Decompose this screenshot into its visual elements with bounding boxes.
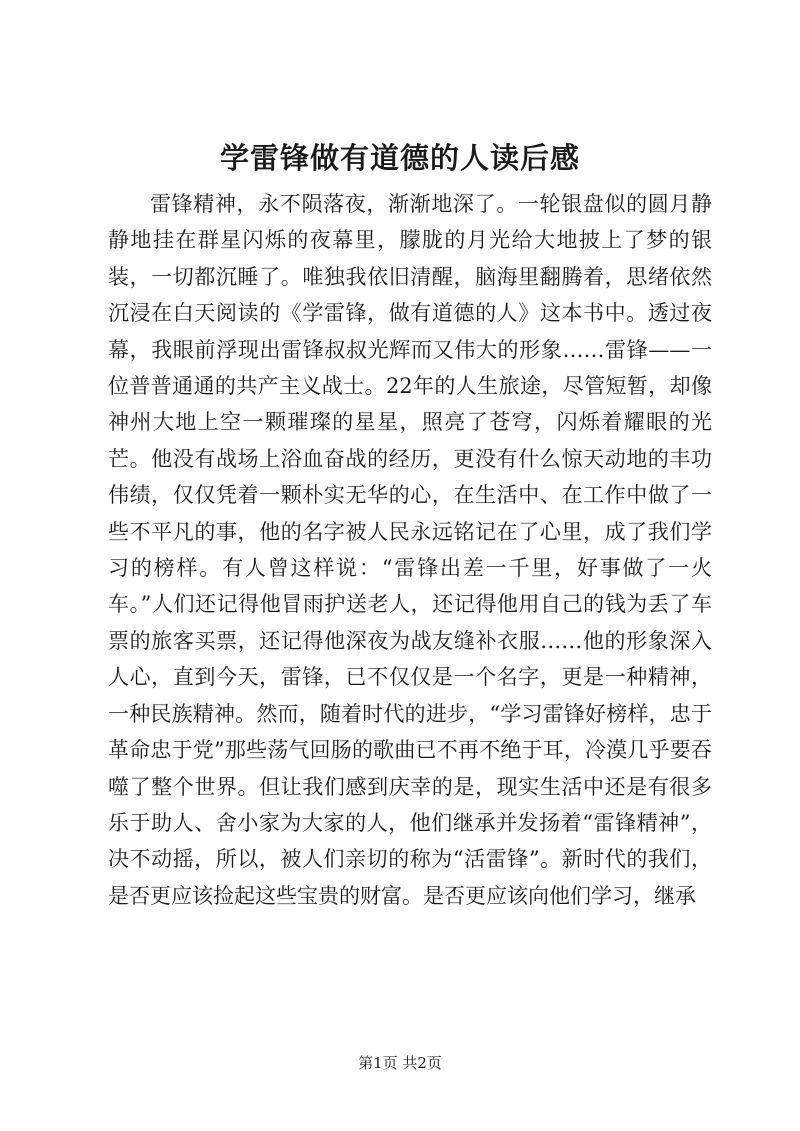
body-paragraph: 雷锋精神，永不陨落夜，渐渐地深了。一轮银盘似的圆月静静地挂在群星闪烁的夜幕里，朦胧的月光给大地披上了梦的银装，一切都沉睡了。唯独我依旧清醒，脑海里翻腾着，思绪依然沉浸在白天阅读的《学雷锋，做有道德的人》这本书中。透过夜幕，我眼前浮现出雷锋叔叔光辉而又伟大的形象……雷锋——一位普普通通的共产主义战士。22年的人生旅途，尽管短暂，却像神州大地上空一颗璀璨的星星，照亮了苍穹，闪烁着耀眼的光芒。他没有战场上浴血奋战的经历，更没有什么惊天动地的丰功伟绩，仅仅凭着一颗朴实无华的心，在生活中、在工作中做了一些不平凡的事，他的名字被人民永远铭记在了心里，成了我们学习的榜样。有人曾这样说：“雷锋出差一千里，好事做了一火车。”人们还记得他冒雨护送老人，还记得他用自己的钱为丢了车票的旅客买票，还记得他深夜为战友缝补衣服……他的形象深入人心，直到今天，雷锋，已不仅仅是一个名字，更是一种精神，一种民族精神。然而，随着时代的进步，“学习雷锋好榜样，忠于革命忠于党”那些荡气回肠的歌曲已不再不绝于耳，冷漠几乎要吞噬了整个世界。但让我们感到庆幸的是，现实生活中还是有很多乐于助人、舍小家为大家的人，他们继承并发扬着“雷锋精神”，决不动摇，所以，被人们亲切的称为“活雷锋”。新时代的我们，是否更应该捡起这些宝贵的财富。是否更应该向他们学习，继承 (108, 192, 712, 908)
page-footer: 第1页 共2页 (358, 1054, 442, 1072)
document-title: 学雷锋做有道德的人读后感 (219, 141, 580, 175)
